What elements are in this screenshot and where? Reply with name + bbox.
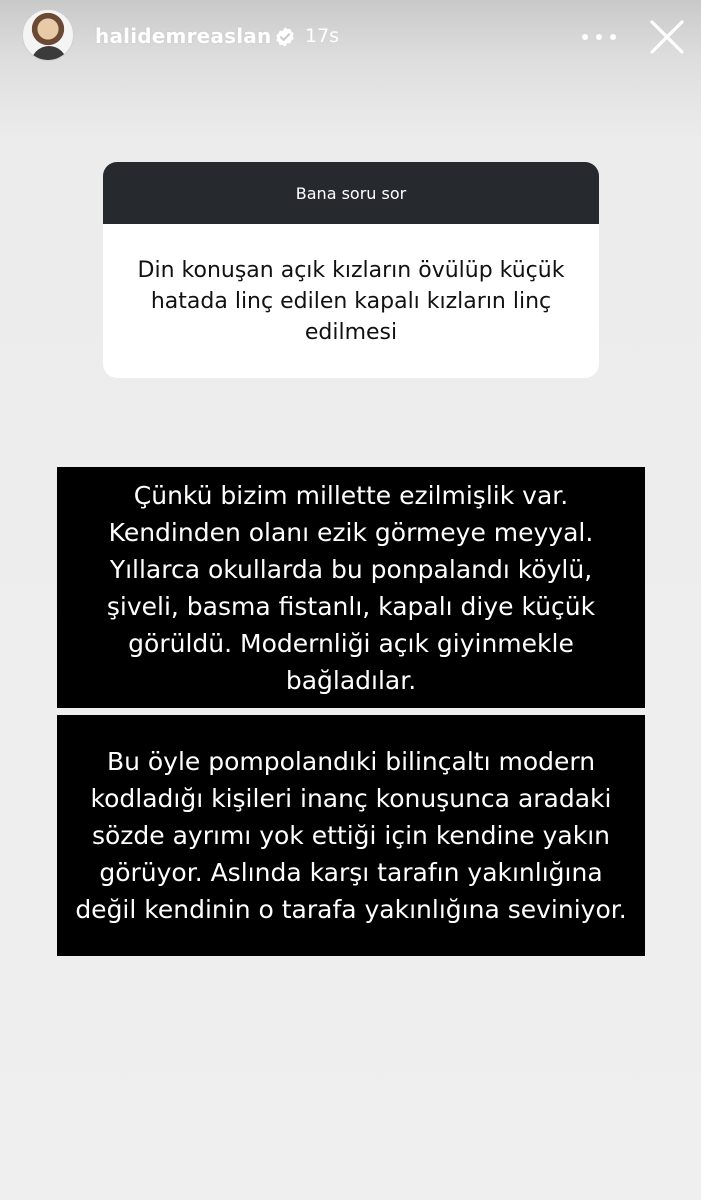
answer-text-block: Bu öyle pompolandıki bilinçaltı modern kodladığı kişileri inanç konuşunca aradaki sözde ayrımı yok ettiği için kendine yakın görüyor. Aslında karşı tarafın yakınlığına değil kendinin o tarafa yakınlığına seviniyor. <box>57 715 645 956</box>
question-sticker <box>103 162 599 378</box>
question-sticker-header: Bana soru sor <box>103 162 599 224</box>
question-text: Din konuşan açık kızların övülüp küçük hatada linç edilen kapalı kızların linç edilmesi <box>137 257 565 345</box>
verified-badge-icon <box>274 26 296 48</box>
close-icon[interactable] <box>648 18 686 56</box>
answer-text-block: Çünkü bizim millette ezilmişlik var. Kendinden olanı ezik görmeye meyyal. Yıllarca okullarda bu ponpalandı köylü, şiveli, basma fistanlı, kapalı diye küçük görüldü. Modernliği açık giyinmekle bağladılar. <box>57 467 645 708</box>
username[interactable]: halidemreaslan <box>95 24 272 48</box>
post-time: 17s <box>305 25 340 47</box>
avatar[interactable] <box>22 9 74 61</box>
more-options-icon[interactable] <box>582 22 616 52</box>
story-header <box>0 0 701 80</box>
